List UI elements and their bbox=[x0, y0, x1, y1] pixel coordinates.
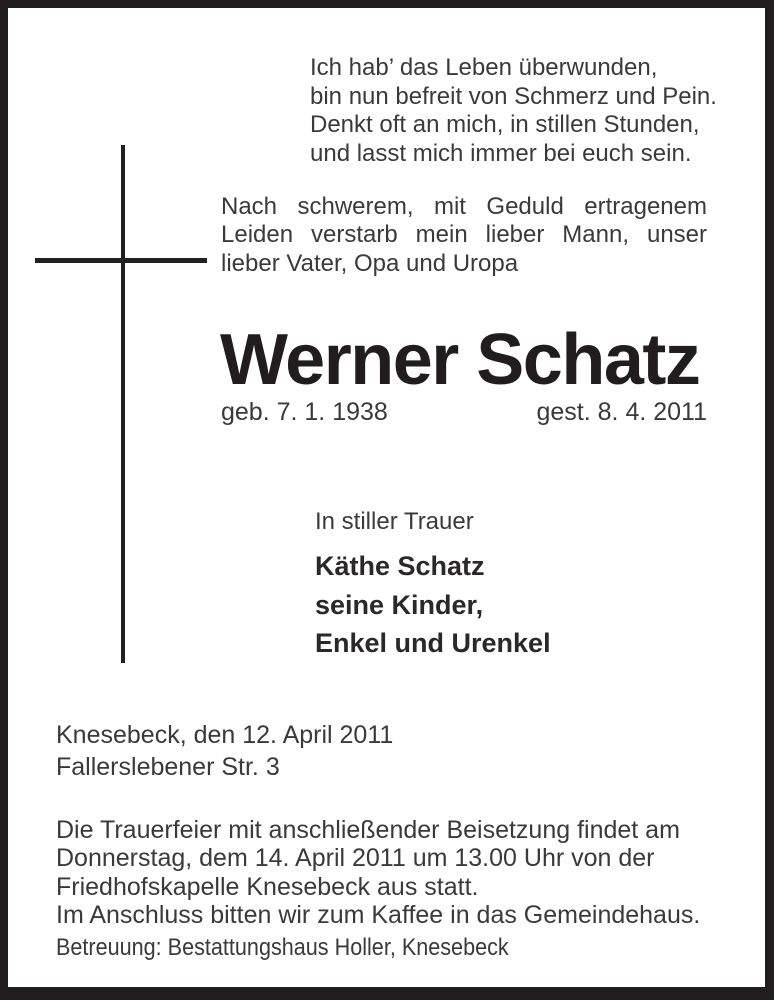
birth-date: geb. 7. 1. 1938 bbox=[221, 398, 388, 426]
mourner-line: Enkel und Urenkel bbox=[315, 628, 551, 658]
mourner-line: Käthe Schatz bbox=[315, 551, 485, 581]
place-date-line: Knesebeck, den 12. April 2011 bbox=[56, 721, 394, 749]
cross-vertical-bar bbox=[121, 145, 125, 663]
deceased-name: Werner Schatz bbox=[220, 320, 700, 400]
funeral-info-line: Donnerstag, dem 14. April 2011 um 13.00 Uhr von der bbox=[56, 844, 655, 873]
announcement-line: Nach schwerem, mit Geduld ertragenem bbox=[221, 193, 707, 220]
funeral-home-note: Betreuung: Bestattungshaus Holler, Knesebeck bbox=[56, 934, 509, 961]
funeral-information bbox=[56, 816, 700, 929]
funeral-info-line: Die Trauerfeier mit anschließender Beisetzung findet am bbox=[56, 816, 680, 844]
death-date: gest. 8. 4. 2011 bbox=[536, 398, 707, 426]
funeral-info-line: Im Anschluss bitten wir zum Kaffee in das Gemeindehaus. bbox=[56, 900, 701, 929]
address-line: Fallerslebener Str. 3 bbox=[56, 753, 280, 781]
cross-horizontal-bar bbox=[35, 258, 207, 263]
mourner-line: seine Kinder, bbox=[315, 589, 484, 620]
mourners-list bbox=[315, 547, 551, 663]
poem-line: Ich hab’ das Leben überwunden, bbox=[310, 54, 658, 81]
funeral-info-line: Friedhofskapelle Knesebeck aus statt. bbox=[56, 872, 479, 901]
announcement-line: Leiden verstarb mein lieber Mann, unser bbox=[221, 221, 707, 249]
mourning-phrase: In stiller Trauer bbox=[315, 508, 474, 535]
poem-line: bin nun befreit von Schmerz und Pein. bbox=[310, 82, 717, 110]
poem-line: Denkt oft an mich, in stillen Stunden, bbox=[310, 111, 700, 138]
death-announcement-text bbox=[221, 193, 707, 278]
announcement-line: lieber Vater, Opa und Uropa bbox=[221, 249, 519, 277]
life-dates bbox=[221, 398, 707, 426]
place-and-address bbox=[56, 719, 393, 783]
poem-line: und lasst mich immer bei euch sein. bbox=[310, 139, 692, 167]
memorial-poem bbox=[310, 54, 717, 168]
